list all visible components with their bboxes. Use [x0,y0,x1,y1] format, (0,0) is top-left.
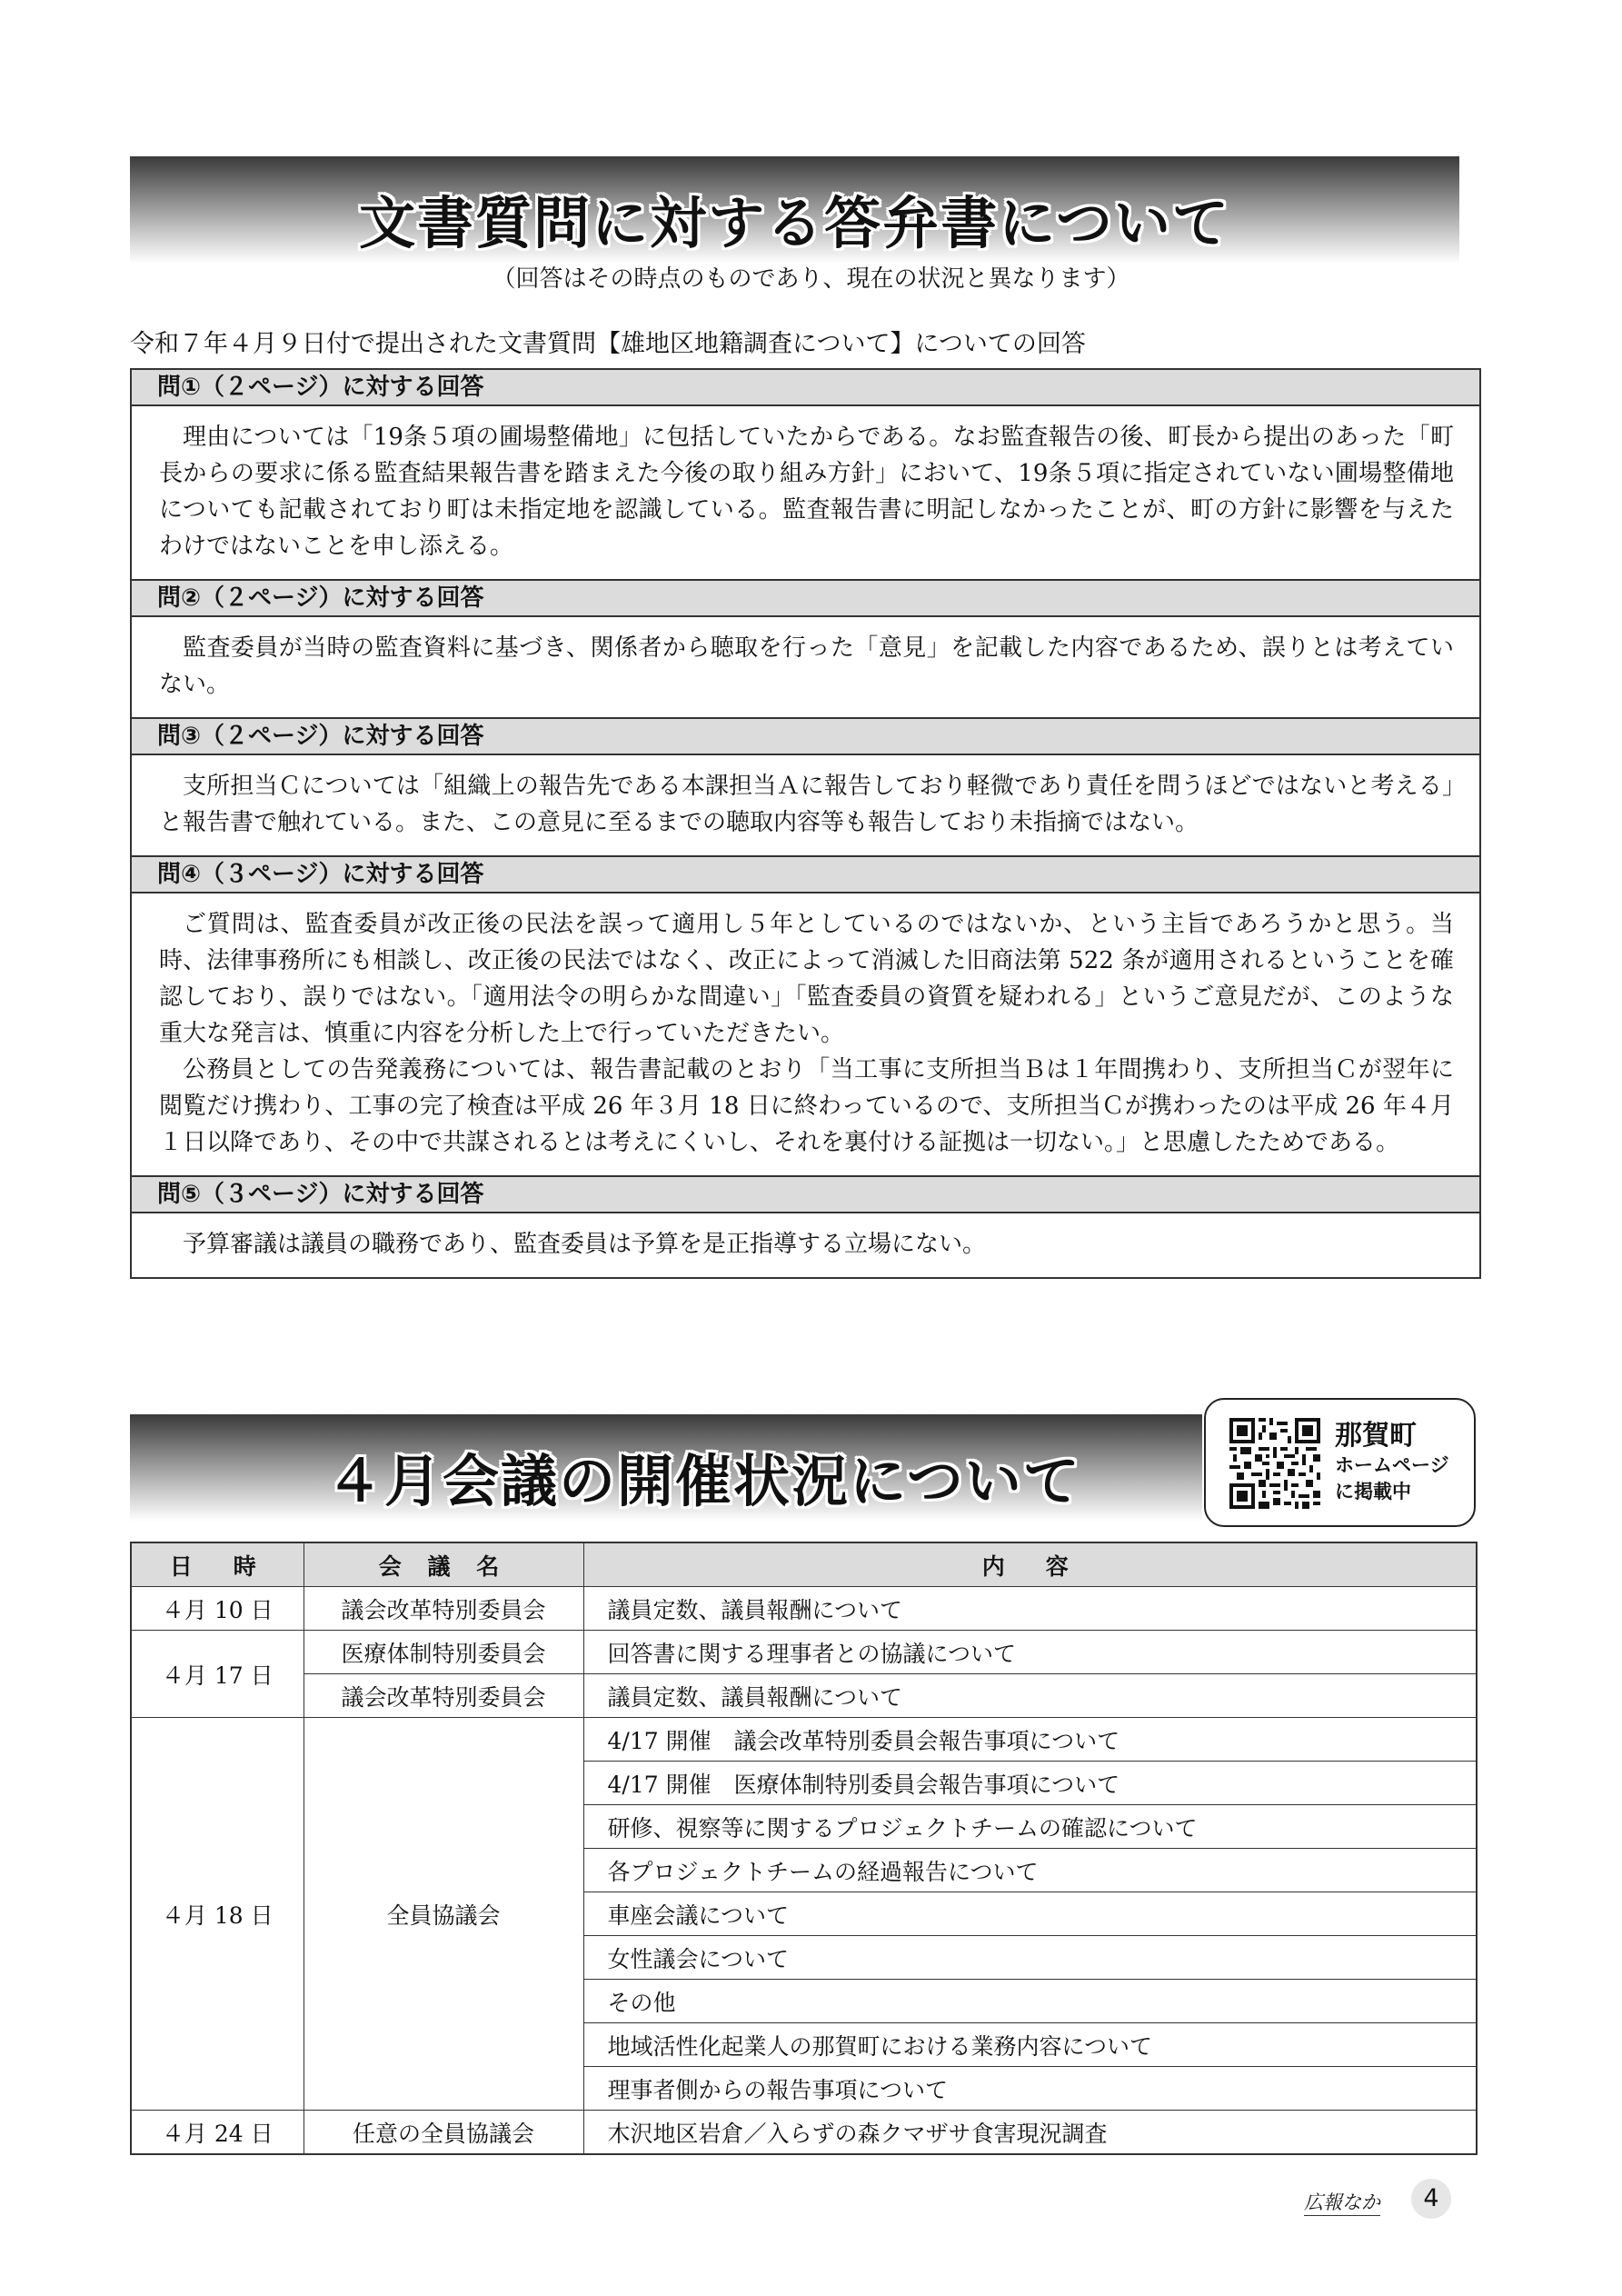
qr-town-name: 那賀町 [1335,1420,1417,1452]
table-row [131,1587,1477,1631]
cell-content: 車座会議について [583,1892,1477,1936]
table-header-row [131,1542,1477,1587]
cell-content: 木沢地区岩倉／入らずの森クマザサ食害現況調査 [583,2111,1477,2155]
publication-name: 広報なか [1304,2188,1380,2216]
table-row [131,1718,1477,1762]
table-row [131,2111,1477,2155]
answers-intro: 令和７年４月９日付で提出された文書質問【雄地区地籍調査について】についての回答 [130,330,1086,358]
cell-content: その他 [583,1980,1477,2023]
answer-heading: 問①（２ページ）に対する回答 [132,370,1479,404]
cell-content: 各プロジェクトチームの経過報告について [583,1849,1477,1892]
cell-content: 理事者側からの報告事項について [583,2067,1477,2111]
section-banner-answers [130,156,1459,264]
cell-content: 女性議会について [583,1936,1477,1980]
qr-callout [1204,1398,1476,1527]
answer-heading: 問④（３ページ）に対する回答 [132,855,1479,892]
qr-posted-label: に掲載中 [1335,1481,1411,1502]
answer-body [132,404,1479,579]
header-content: 内 容 [583,1542,1477,1587]
cell-date: ４月 10 日 [131,1587,304,1631]
cell-meeting: 議会改革特別委員会 [304,1674,583,1718]
answer-paragraph: 支所担当Ｃについては「組織上の報告先である本課担当Ａに報告しており軽微であり責任を問うほどではないと考える」と報告書で触れている。また、この意見に至るまでの聴取内容等も報告しており未指摘ではない。 [159,773,1454,836]
cell-content: 回答書に関する理事者との協議について [583,1631,1477,1674]
cell-meeting: 議会改革特別委員会 [304,1587,583,1631]
cell-content: 議員定数、議員報酬について [583,1674,1477,1718]
cell-date: ４月 17 日 [131,1631,304,1718]
answer-paragraph: 監査委員が当時の監査資料に基づき、関係者から聴取を行った「意見」を記載した内容であるため、誤りとは考えていない。 [159,634,1454,698]
section-banner-meetings [130,1414,1202,1522]
meetings-table [130,1542,1478,2155]
cell-meeting: 医療体制特別委員会 [304,1631,583,1674]
cell-date: ４月 18 日 [131,1718,304,2111]
cell-meeting: 全員協議会 [304,1718,583,2111]
cell-content: 議員定数、議員報酬について [583,1587,1477,1631]
cell-date: ４月 24 日 [131,2111,304,2155]
cell-meeting: 任意の全員協議会 [304,2111,583,2155]
answer-body [132,754,1479,855]
table-row [131,1631,1477,1674]
answer-heading: 問⑤（３ページ）に対する回答 [132,1175,1479,1212]
cell-content: 4/17 開催 議会改革特別委員会報告事項について [583,1718,1477,1762]
section-title-answers: 文書質問に対する答弁書について [359,190,1230,256]
qr-code-icon[interactable] [1229,1418,1320,1509]
table-row [131,1674,1477,1718]
header-meeting: 会 議 名 [304,1542,583,1587]
answers-note: （回答はその時点のものであり、現在の状況と異なります） [492,265,1130,293]
answer-body [132,1212,1479,1277]
answer-body [132,615,1479,717]
answer-paragraph: 予算審議は議員の職務であり、監査委員は予算を是正指導する立場にない。 [183,1231,987,1258]
answer-heading: 問③（２ページ）に対する回答 [132,717,1479,754]
page-number: 4 [1411,2179,1451,2219]
answers-box [130,368,1481,1279]
answer-paragraph: ご質問は、監査委員が改正後の民法を誤って適用し５年としているのではないか、という主旨であろうかと思う。当時、法律事務所にも相談し、改正後の民法ではなく、改正によって消滅した旧商法第 522 条が適用されるということを確認しており、誤りではない。「適用法令の明らかな間違い」「監査委員の資質を疑われる」というご意見だが、このような重大な発言は、慎重に内容を分析した上で行っていただきたい。 [159,911,1454,1047]
cell-content: 4/17 開催 医療体制特別委員会報告事項について [583,1762,1477,1805]
answer-paragraph: 理由については「19条５項の圃場整備地」に包括していたからである。なお監査報告の後、町長から提出のあった「町長からの要求に係る監査結果報告書を踏まえた今後の取り組み方針」において、19条５項に指定されていない圃場整備地についても記載されており町は未指定地を認識している。監査報告書に明記しなかったことが、町の方針に影響を与えたわけではないことを申し添える。 [159,424,1454,560]
answer-paragraph: 公務員としての告発義務については、報告書記載のとおり「当工事に支所担当Ｂは１年間携わり、支所担当Ｃが翌年に閲覧だけ携わり、工事の完了検査は平成 26 年３月 18 日に終わっているので、支所担当Ｃが携わったのは平成 26 年４月１日以降であり、その中で共謀されるとは考えにくいし、それを裏付ける証拠は一切ない。」と思慮したためである。 [159,1056,1454,1156]
answer-body [132,892,1479,1175]
cell-content: 地域活性化起業人の那賀町における業務内容について [583,2023,1477,2067]
qr-homepage-label: ホームページ [1335,1454,1449,1476]
section-title-meetings: ４月会議の開催状況について [326,1448,1081,1514]
answer-heading: 問②（２ページ）に対する回答 [132,579,1479,615]
header-date: 日 時 [131,1542,304,1587]
qr-caption [1335,1420,1449,1505]
cell-content: 研修、視察等に関するプロジェクトチームの確認について [583,1805,1477,1849]
